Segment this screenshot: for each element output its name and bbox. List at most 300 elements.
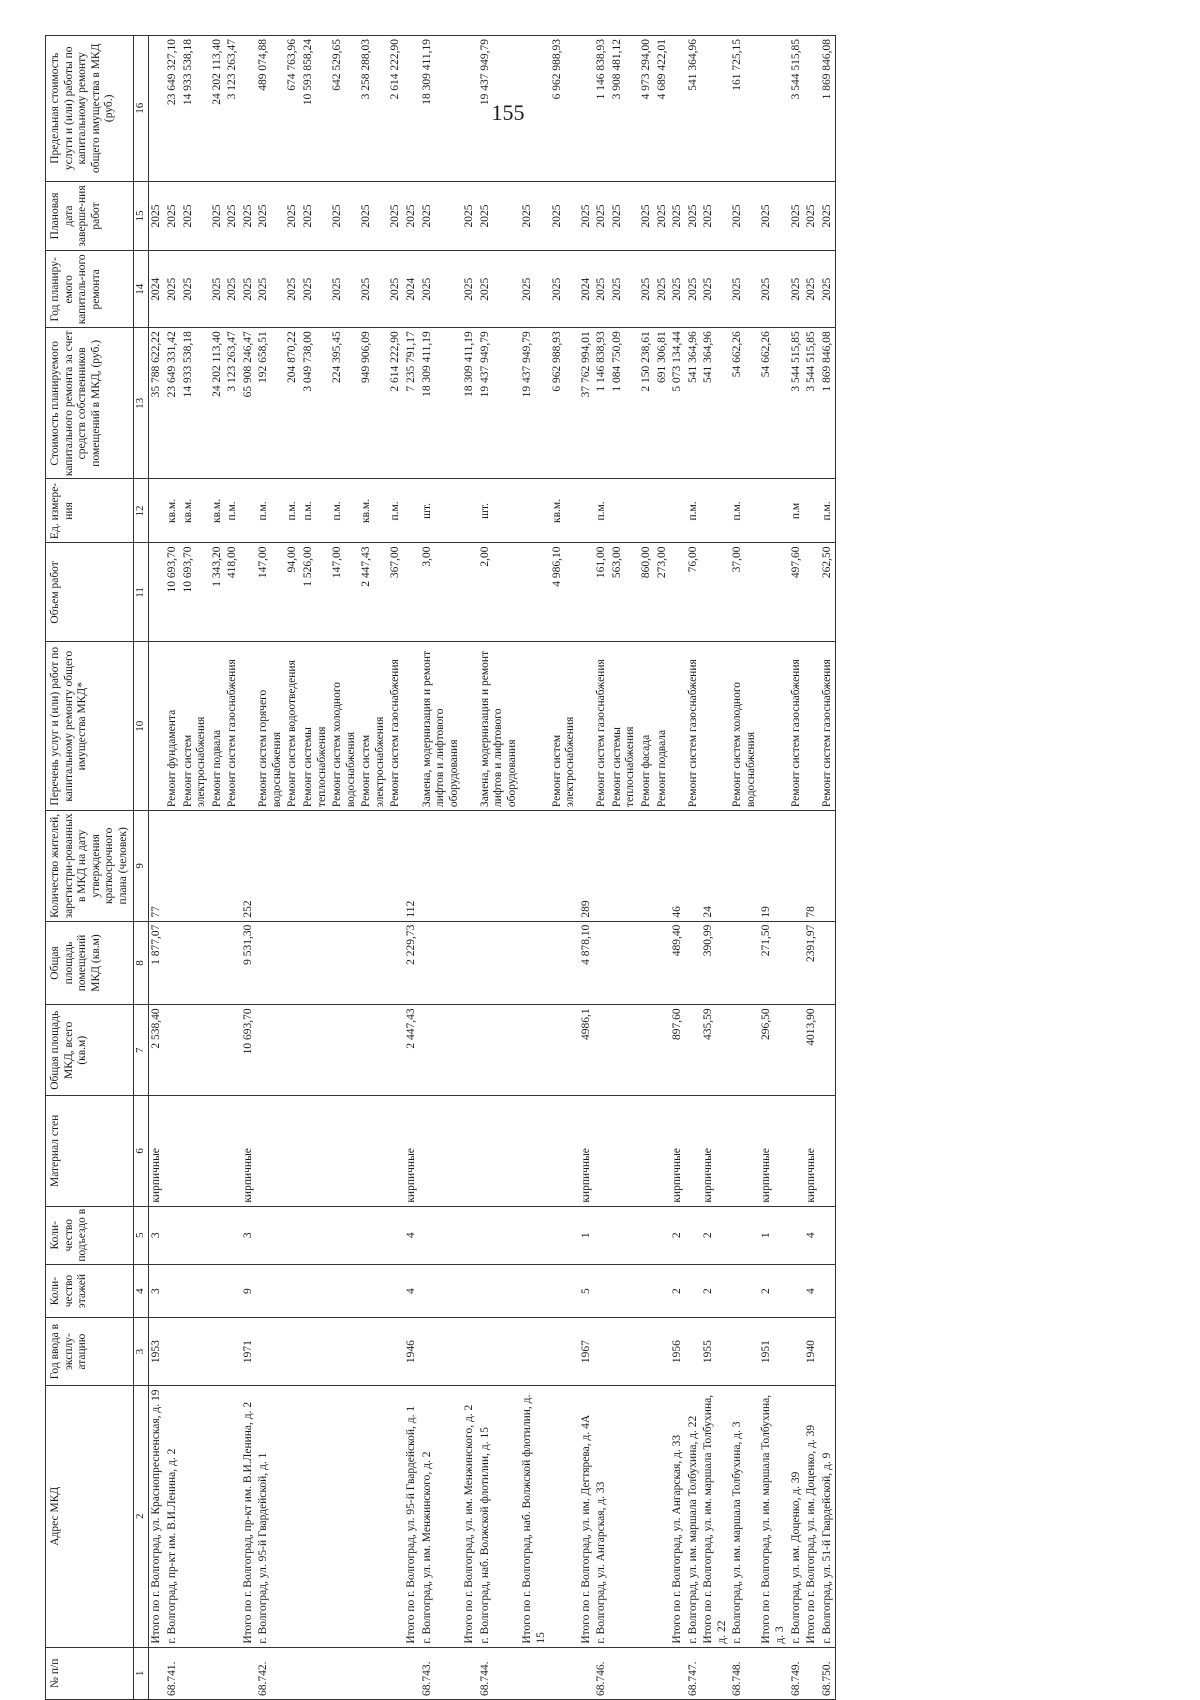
col-header: Количество жителей, зарегистри-рованных в МКД на дату утверждения краткосрочного плана (человек) [46,811,134,922]
table-cell-c1: 68.747. [686,1647,702,1699]
table-row [550,36,579,1700]
table-cell-c12 [462,479,478,543]
table-cell-c1 [241,1647,257,1699]
table-cell-c14: 2025 [165,251,181,328]
table-cell-c1 [462,1647,478,1699]
table-cell-c9: 252 [241,811,257,922]
table-cell-c2 [210,1385,226,1647]
table-cell-c6 [330,1096,359,1207]
table-cell-c16: 4 973 294,00 [639,36,655,182]
table-cell-c15: 2025 [149,181,165,251]
table-cell-c9 [462,811,478,922]
table-cell-c3 [256,1318,285,1385]
table-cell-c8 [730,921,759,1005]
table-cell-c5 [478,1206,521,1264]
table-cell-c9 [655,811,671,922]
table-cell-c12: п.м. [686,479,702,543]
table-cell-c9 [388,811,404,922]
table-cell-c13: 541 364,96 [701,328,730,479]
table-cell-c11 [579,543,595,642]
table-row [301,36,330,1700]
table-cell-c15: 2025 [789,181,805,251]
table-cell-c16: 674 763,96 [285,36,301,182]
page-number: 155 [491,100,525,125]
col-header: Год планиру-емого капиталь-ного ремонта [46,251,134,328]
table-cell-c4 [594,1264,610,1318]
table-cell-c11 [520,543,549,642]
table-cell-c9 [520,811,549,922]
table-cell-c1 [701,1647,730,1699]
table-cell-c3 [165,1318,181,1385]
table-cell-c13: 1 084 750,09 [610,328,639,479]
table-cell-c15: 2025 [210,181,226,251]
table-cell-c4 [478,1264,521,1318]
table-cell-c2: Итого по г. Волгоград, наб. Волжской флотилии, д. 15 [520,1385,549,1647]
table-cell-c8 [639,921,655,1005]
table-cell-c1 [655,1647,671,1699]
table-cell-c5: 3 [241,1206,257,1264]
table-cell-c5 [520,1206,549,1264]
table-cell-c6 [550,1096,579,1207]
table-cell-c5 [301,1206,330,1264]
table-cell-c14: 2025 [550,251,579,328]
table-cell-c11: 1 526,00 [301,543,330,642]
table-cell-c8 [256,921,285,1005]
col-number: 6 [134,1096,149,1207]
table-cell-c13: 3 123 263,47 [225,328,241,479]
table-cell-c12: п.м. [730,479,759,543]
table-cell-c16: 3 908 481,12 [610,36,639,182]
table-cell-c2 [225,1385,241,1647]
table-cell-c1 [388,1647,404,1699]
table-cell-c15: 2025 [579,181,595,251]
table-cell-c14: 2025 [804,251,820,328]
table-cell-c11: 161,00 [594,543,610,642]
table-cell-c3 [462,1318,478,1385]
table-cell-c9: 77 [149,811,165,922]
table-cell-c14: 2025 [285,251,301,328]
table-cell-c7 [789,1005,805,1096]
table-cell-c3 [285,1318,301,1385]
table-cell-c16: 18 309 411,19 [420,36,463,182]
table-row [420,36,463,1700]
table-cell-c9 [301,811,330,922]
table-cell-c1: 68.749. [789,1647,805,1699]
table-cell-c15: 2025 [256,181,285,251]
table-cell-c12: п.м. [330,479,359,543]
table-cell-c11 [804,543,820,642]
table-cell-c1 [149,1647,165,1699]
table-cell-c11: 76,00 [686,543,702,642]
table-cell-c7 [388,1005,404,1096]
table-cell-c10: Ремонт систем газоснабжения [789,642,805,811]
table-cell-c3 [655,1318,671,1385]
col-number: 11 [134,543,149,642]
table-cell-c7 [256,1005,285,1096]
table-cell-c5: 2 [670,1206,686,1264]
table-cell-c2: Итого по г. Волгоград, ул. Ангарская, д. 33 [670,1385,686,1647]
table-cell-c10: Ремонт систем холодного водоснабжения [730,642,759,811]
col-header: Материал стен [46,1096,134,1207]
table-cell-c2 [285,1385,301,1647]
table-cell-c8 [610,921,639,1005]
col-number: 8 [134,921,149,1005]
table-cell-c2 [359,1385,388,1647]
table-cell-c10: Ремонт системы теплоснабжения [301,642,330,811]
table-cell-c15: 2025 [520,181,549,251]
table-cell-c16: 4 689 422,01 [655,36,671,182]
table-cell-c9: 112 [404,811,420,922]
table-cell-c16: 642 529,65 [330,36,359,182]
table-cell-c13: 1 869 846,08 [820,328,836,479]
table-cell-c13: 691 306,81 [655,328,671,479]
table-cell-c3: 1967 [579,1318,595,1385]
table-cell-c16: 23 649 327,10 [165,36,181,182]
table-cell-c8 [462,921,478,1005]
table-cell-c6 [686,1096,702,1207]
table-cell-c6 [165,1096,181,1207]
table-cell-c11 [759,543,788,642]
table-cell-c15: 2025 [820,181,836,251]
table-cell-c2: г. Волгоград, ул. им. маршала Толбухина, д. 3 [730,1385,759,1647]
table-cell-c4 [256,1264,285,1318]
table-cell-c9 [550,811,579,922]
table-cell-c13: 23 649 331,42 [165,328,181,479]
table-cell-c8 [820,921,836,1005]
table-cell-c14: 2025 [639,251,655,328]
table-cell-c14: 2025 [610,251,639,328]
table-cell-c11: 4 986,10 [550,543,579,642]
table-cell-c13: 35 788 622,22 [149,328,165,479]
table-cell-c12 [639,479,655,543]
table-cell-c3: 1940 [804,1318,820,1385]
table-cell-c12: п.м. [225,479,241,543]
table-cell-c7 [210,1005,226,1096]
table-cell-c6: кирпичные [759,1096,788,1207]
table-row [330,36,359,1700]
table-row [610,36,639,1700]
table-cell-c13: 224 395,45 [330,328,359,479]
col-header: Коли-чество этажей [46,1264,134,1318]
table-cell-c7 [730,1005,759,1096]
table-cell-c4 [730,1264,759,1318]
table-cell-c1: 68.750. [820,1647,836,1699]
table-cell-c4 [210,1264,226,1318]
table-cell-c1: 68.746. [594,1647,610,1699]
table-cell-c11: 94,00 [285,543,301,642]
table-cell-c10: Ремонт системы теплоснабжения [610,642,639,811]
table-cell-c15: 2025 [301,181,330,251]
table-cell-c4 [359,1264,388,1318]
table-cell-c5 [165,1206,181,1264]
col-number: 15 [134,181,149,251]
table-cell-c2: г. Волгоград, пр-кт им. В.И.Ленина, д. 2 [165,1385,181,1647]
table-cell-c10: Замена, модернизация и ремонт лифтов и лифтового оборудования [478,642,521,811]
table-cell-c6 [462,1096,478,1207]
table-cell-c10: Ремонт систем электроснабжения [359,642,388,811]
col-number: 1 [134,1647,149,1699]
table-cell-c12 [520,479,549,543]
table-cell-c9 [789,811,805,922]
table-cell-c14: 2025 [520,251,549,328]
table-cell-c16: 24 202 113,40 [210,36,226,182]
table-row-total [241,36,257,1700]
table-cell-c4 [520,1264,549,1318]
table-cell-c15: 2025 [165,181,181,251]
table-cell-c3 [478,1318,521,1385]
table-cell-c4 [639,1264,655,1318]
table-cell-c15: 2025 [639,181,655,251]
table-cell-c10 [462,642,478,811]
table-cell-c12 [804,479,820,543]
table-cell-c4: 3 [149,1264,165,1318]
table-cell-c5: 3 [149,1206,165,1264]
table-cell-c1 [804,1647,820,1699]
col-header: Стоимость планируемого капитального ремонта за счет средств собственников помещений в МКД, (руб.) [46,328,134,479]
table-cell-c9 [420,811,463,922]
table-cell-c16: 3 123 263,47 [225,36,241,182]
table-cell-c1: 68.744. [478,1647,521,1699]
table-cell-c10: Ремонт подвала [655,642,671,811]
col-number: 7 [134,1005,149,1096]
table-row [478,36,521,1700]
col-number: 13 [134,328,149,479]
table-cell-c16 [462,36,478,182]
table-cell-c2: Итого по г. Волгоград, пр-кт им. В.И.Ленина, д. 2 [241,1385,257,1647]
table-cell-c8 [165,921,181,1005]
table-cell-c11: 273,00 [655,543,671,642]
table-cell-c3 [330,1318,359,1385]
table-cell-c13: 204 870,22 [285,328,301,479]
table-cell-c5 [594,1206,610,1264]
table-cell-c15: 2025 [804,181,820,251]
table-cell-c12: кв.м. [359,479,388,543]
table-cell-c2: г. Волгоград, ул. им. Менжинского, д. 2 [420,1385,463,1647]
table-cell-c6 [520,1096,549,1207]
table-cell-c3 [301,1318,330,1385]
table-cell-c15: 2025 [550,181,579,251]
table-cell-c15: 2025 [181,181,210,251]
table-cell-c8 [594,921,610,1005]
table-cell-c1 [301,1647,330,1699]
table-cell-c6 [210,1096,226,1207]
table-cell-c11 [404,543,420,642]
table-cell-c14: 2025 [210,251,226,328]
table-cell-c1 [639,1647,655,1699]
table-cell-c2: Итого по г. Волгоград, ул. им. Менжинского, д. 2 [462,1385,478,1647]
table-cell-c4 [225,1264,241,1318]
table-cell-c11: 10 693,70 [181,543,210,642]
table-cell-c10 [404,642,420,811]
column-number-row [134,36,149,1700]
table-cell-c4: 2 [759,1264,788,1318]
table-cell-c1: 68.741. [165,1647,181,1699]
table-cell-c6: кирпичные [149,1096,165,1207]
table-cell-c9: 78 [804,811,820,922]
table-cell-c11: 2,00 [478,543,521,642]
table-cell-c12: кв.м. [210,479,226,543]
table-cell-c10: Ремонт фундамента [165,642,181,811]
table-cell-c7 [478,1005,521,1096]
table-cell-c15: 2025 [594,181,610,251]
table-cell-c3: 1951 [759,1318,788,1385]
table-cell-c13: 3 544 515,85 [789,328,805,479]
table-cell-c14: 2025 [759,251,788,328]
table-cell-c6 [730,1096,759,1207]
table-cell-c16 [520,36,549,182]
table-cell-c11 [462,543,478,642]
table-cell-c2 [655,1385,671,1647]
col-header: Общая площадь помещений МКД (кв.м) [46,921,134,1005]
table-cell-c7 [594,1005,610,1096]
table-cell-c14: 2025 [301,251,330,328]
table-cell-c6 [285,1096,301,1207]
table-cell-c7: 296,50 [759,1005,788,1096]
table-cell-c3 [420,1318,463,1385]
table-cell-c8: 2391,97 [804,921,820,1005]
table-cell-c5: 4 [404,1206,420,1264]
table-cell-c5 [359,1206,388,1264]
table-cell-c6: кирпичные [579,1096,595,1207]
table-cell-c8 [478,921,521,1005]
table-cell-c8 [789,921,805,1005]
table-cell-c12: п.м. [256,479,285,543]
table-cell-c8 [285,921,301,1005]
table-cell-c14: 2025 [359,251,388,328]
table-cell-c2 [639,1385,655,1647]
col-number: 16 [134,36,149,182]
table-cell-c1 [404,1647,420,1699]
table-cell-c5 [789,1206,805,1264]
col-number: 3 [134,1318,149,1385]
table-cell-c2 [330,1385,359,1647]
table-cell-c14: 2025 [420,251,463,328]
table-cell-c8: 4 878,10 [579,921,595,1005]
table-cell-c16: 14 933 538,18 [181,36,210,182]
table-cell-c15: 2025 [241,181,257,251]
table-cell-c6: кирпичные [404,1096,420,1207]
capital-repair-table [45,35,836,1700]
table-cell-c13: 54 662,26 [730,328,759,479]
table-cell-c3 [594,1318,610,1385]
table-cell-c9 [686,811,702,922]
table-cell-c7 [639,1005,655,1096]
col-header: Перечень услуг и (или) работ по капитальному ремонту общего имущества МКД* [46,642,134,811]
table-cell-c7 [420,1005,463,1096]
table-cell-c12: п.м. [820,479,836,543]
table-cell-c3 [610,1318,639,1385]
table-cell-c3 [730,1318,759,1385]
table-cell-c13: 14 933 538,18 [181,328,210,479]
table-cell-c7: 4013,90 [804,1005,820,1096]
table-cell-c10: Ремонт систем газоснабжения [594,642,610,811]
table-cell-c11 [670,543,686,642]
table-cell-c11: 37,00 [730,543,759,642]
table-cell-c2: Итого по г. Волгоград, ул. Краснопресненская, д. 19 [149,1385,165,1647]
table-cell-c11 [149,543,165,642]
table-cell-c15: 2025 [285,181,301,251]
table-cell-c7 [225,1005,241,1096]
table-cell-c14: 2024 [579,251,595,328]
table-cell-c15: 2025 [686,181,702,251]
table-cell-c14: 2025 [670,251,686,328]
table-cell-c4 [550,1264,579,1318]
table-cell-c10 [520,642,549,811]
table-cell-c1 [285,1647,301,1699]
table-cell-c15: 2025 [330,181,359,251]
table-cell-c10 [579,642,595,811]
table-cell-c1 [579,1647,595,1699]
table-cell-c9: 24 [701,811,730,922]
table-cell-c1 [759,1647,788,1699]
table-cell-c12: кв.м. [550,479,579,543]
table-cell-c16 [149,36,165,182]
table-cell-c5 [210,1206,226,1264]
table-cell-c13: 24 202 113,40 [210,328,226,479]
table-cell-c3: 1946 [404,1318,420,1385]
table-cell-c8 [550,921,579,1005]
table-row-total [404,36,420,1700]
table-cell-c10 [701,642,730,811]
table-cell-c1 [330,1647,359,1699]
table-cell-c1: 68.748. [730,1647,759,1699]
table-row [285,36,301,1700]
table-cell-c4 [285,1264,301,1318]
table-cell-c8 [359,921,388,1005]
table-cell-c6: кирпичные [241,1096,257,1207]
table-cell-c15: 2025 [701,181,730,251]
table-row [225,36,241,1700]
table-cell-c11: 147,00 [330,543,359,642]
table-cell-c3: 1955 [701,1318,730,1385]
table-row-total [579,36,595,1700]
table-cell-c13: 37 762 994,01 [579,328,595,479]
table-cell-c4 [820,1264,836,1318]
table-cell-c2: Итого по г. Волгоград, ул. им. маршала Толбухина, д. 3 [759,1385,788,1647]
table-cell-c12: п.м. [388,479,404,543]
table-cell-c16 [241,36,257,182]
table-cell-c13: 54 662,26 [759,328,788,479]
table-cell-c6 [610,1096,639,1207]
table-cell-c13: 1 146 838,93 [594,328,610,479]
table-cell-c9: 19 [759,811,788,922]
table-cell-c13: 192 658,51 [256,328,285,479]
table-cell-c10 [804,642,820,811]
table-cell-c5 [388,1206,404,1264]
table-cell-c9 [639,811,655,922]
table-cell-c10: Ремонт систем водоотведения [285,642,301,811]
table-cell-c12 [404,479,420,543]
table-cell-c15: 2025 [420,181,463,251]
table-cell-c6 [359,1096,388,1207]
table-cell-c2: г. Волгоград, ул. им. Доценко, д. 39 [789,1385,805,1647]
table-cell-c5 [610,1206,639,1264]
table-cell-c15: 2025 [655,181,671,251]
table-cell-c14: 2025 [462,251,478,328]
table-cell-c14: 2025 [789,251,805,328]
table-cell-c7: 897,60 [670,1005,686,1096]
table-cell-c7 [181,1005,210,1096]
table-cell-c9 [225,811,241,922]
table-cell-c4: 4 [804,1264,820,1318]
table-cell-c11: 10 693,70 [165,543,181,642]
table-row-total [759,36,788,1700]
table-cell-c7 [820,1005,836,1096]
table-cell-c8 [520,921,549,1005]
table-cell-c10 [149,642,165,811]
table-cell-c7: 435,59 [701,1005,730,1096]
table-cell-c14: 2025 [330,251,359,328]
